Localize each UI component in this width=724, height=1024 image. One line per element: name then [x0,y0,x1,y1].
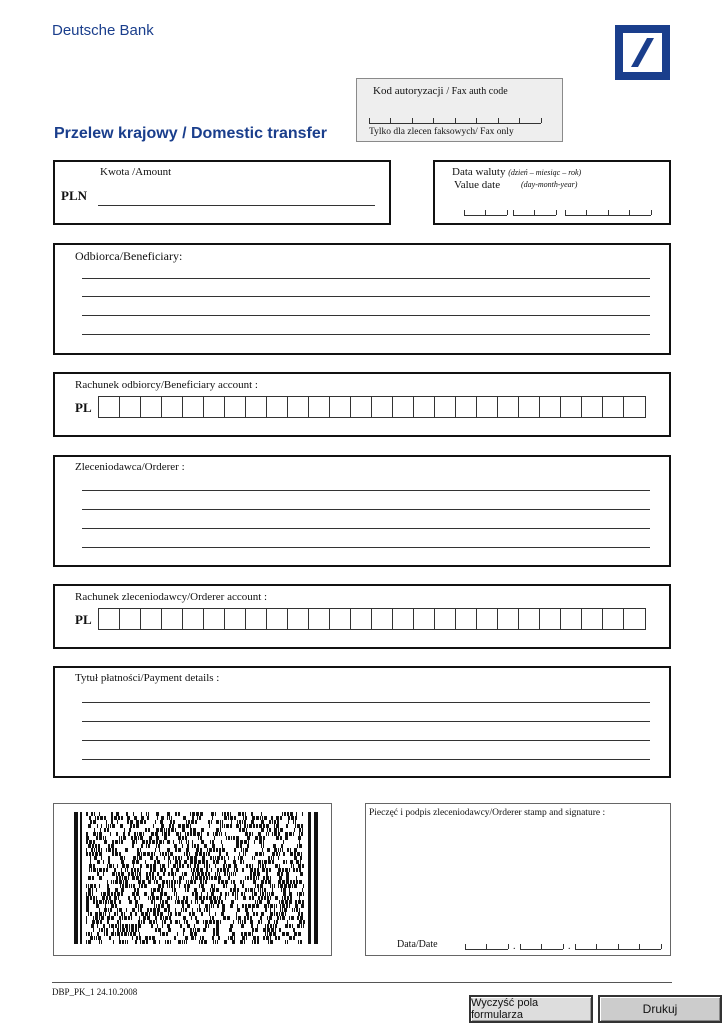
amount-field-line [98,205,375,206]
barcode-image [54,804,333,957]
stamp-signature-box[interactable]: Pieczęć i podpis zleceniodawcy/Orderer stamp and signature : Data/Date . . [365,803,671,956]
orderer-account-cells[interactable] [98,608,646,630]
orderer-account-prefix: PL [75,612,92,627]
currency-label: PLN [61,188,87,203]
fax-only-note: Tylko dla zlecen faksowych/ Fax only [369,127,514,137]
orderer-account-box[interactable] [53,584,671,649]
beneficiary-box[interactable] [53,243,671,355]
beneficiary-account-prefix: PL [75,400,92,415]
beneficiary-account-box[interactable] [53,372,671,437]
orderer-account-label: Rachunek zleceniodawcy/Orderer account : [75,591,268,603]
beneficiary-account-label: Rachunek odbiorcy/Beneficiary account : [75,379,258,391]
beneficiary-account-cells[interactable] [98,396,646,418]
value-date-format-en: (day-month-year) [521,180,578,189]
auth-code-line [369,123,541,124]
auth-code-label: Kod autoryzacji [373,85,444,97]
print-button[interactable]: Drukuj [598,995,722,1023]
value-date-format-pl: (dzień – miesiąc – rok) [508,168,582,177]
value-date-label-en: Value date [454,179,501,191]
footer-divider [52,982,672,983]
value-date-label-pl: Data waluty [452,166,506,178]
stamp-date-label: Data/Date [397,939,438,950]
deutsche-bank-logo-icon [615,25,670,80]
auth-code-label-en: / Fax auth code [446,86,508,97]
payment-details-box[interactable] [53,666,671,778]
clear-form-button[interactable]: Wyczyść pola formularza [469,995,593,1023]
payment-details-label: Tytuł płatności/Payment details : [75,672,220,684]
page-title: Przelew krajowy / Domestic transfer [54,125,327,142]
barcode-box [53,803,332,956]
form-code: DBP_PK_1 24.10.2008 [52,987,138,997]
amount-box[interactable] [53,160,391,225]
amount-label: Kwota /Amount [100,166,172,178]
value-date-box[interactable] [433,160,671,225]
auth-code-box[interactable] [356,78,563,142]
brand-name: Deutsche Bank [52,22,154,39]
stamp-signature-label: Pieczęć i podpis zleceniodawcy/Orderer stamp and signature : [369,808,606,818]
orderer-box[interactable] [53,455,671,567]
beneficiary-label: Odbiorca/Beneficiary: [75,249,183,263]
orderer-label: Zleceniodawca/Orderer : [75,461,185,473]
